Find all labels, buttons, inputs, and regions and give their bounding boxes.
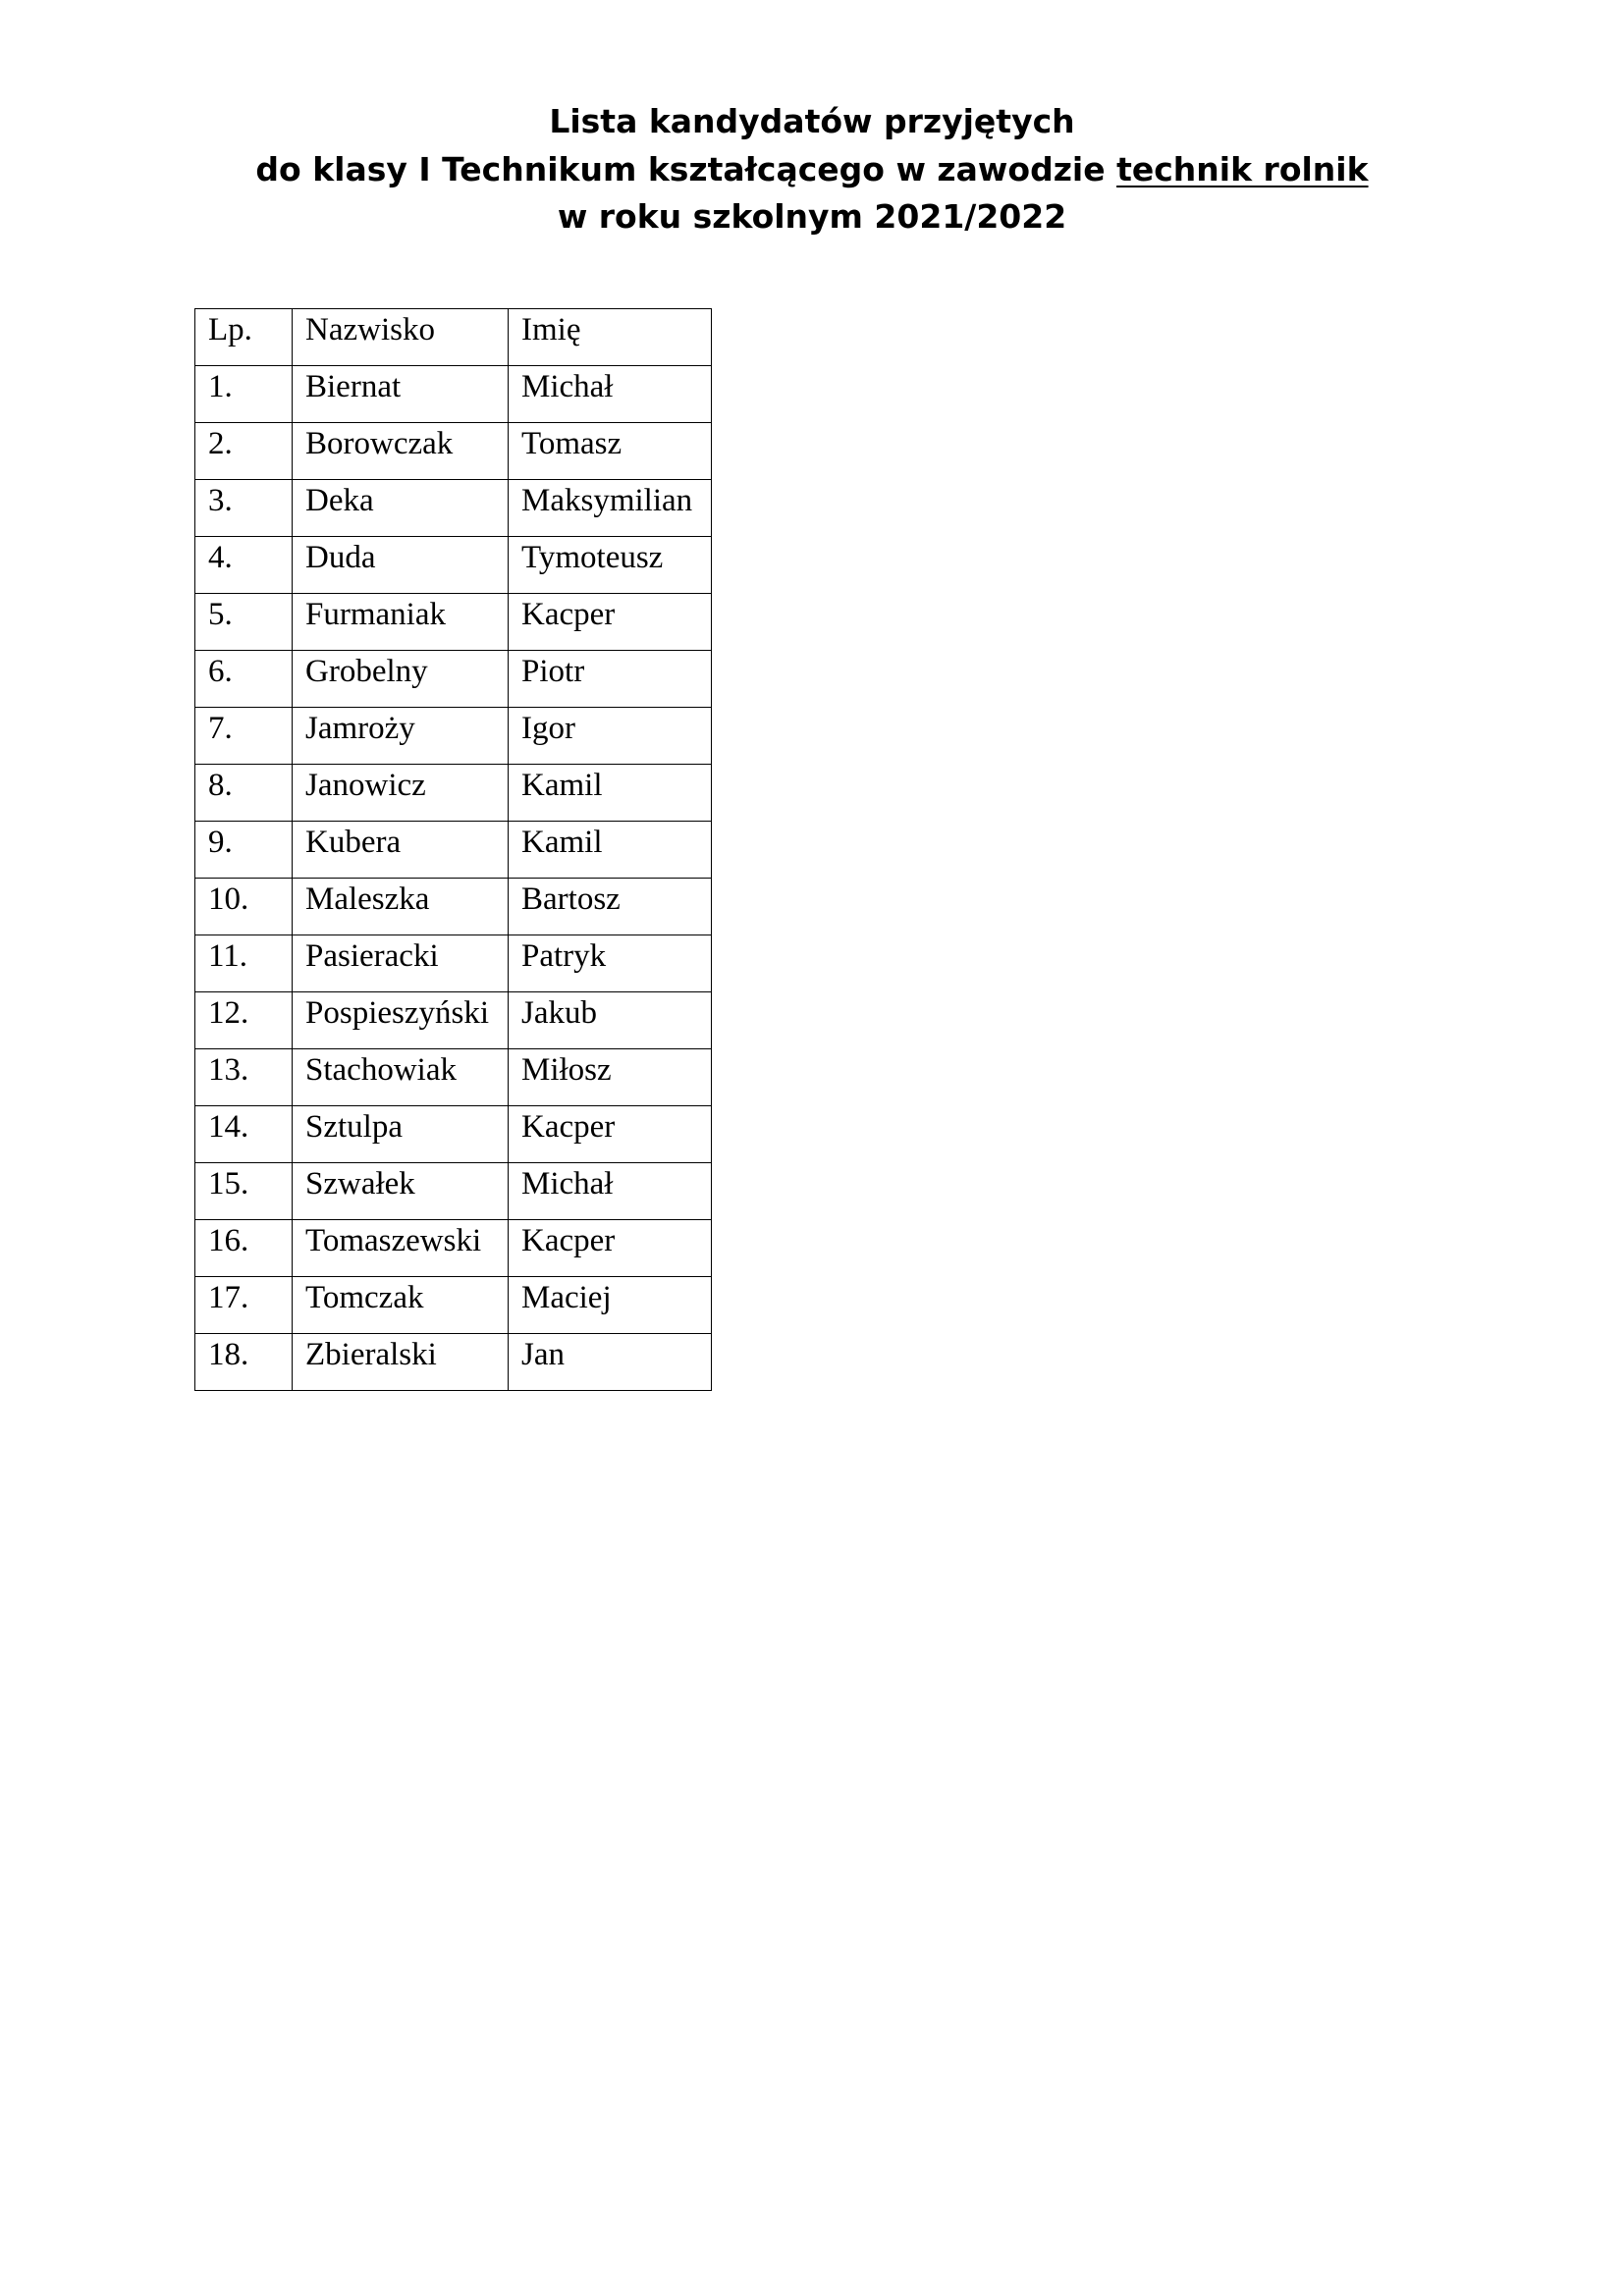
- table-row: [195, 423, 712, 480]
- surname-cell: Pospieszyński: [293, 992, 509, 1049]
- table-row: [195, 1277, 712, 1334]
- table-row: [195, 1049, 712, 1106]
- row-number-cell: 18.: [195, 1334, 293, 1391]
- surname-cell: Sztulpa: [293, 1106, 509, 1163]
- surname-cell: Tomaszewski: [293, 1220, 509, 1277]
- title-line-2: [0, 146, 1624, 194]
- row-number-cell: 1.: [195, 366, 293, 423]
- first-name-cell: Miłosz: [509, 1049, 712, 1106]
- title-line-1: Lista kandydatów przyjętych: [549, 102, 1075, 140]
- row-number-cell: 13.: [195, 1049, 293, 1106]
- row-number-cell: 17.: [195, 1277, 293, 1334]
- surname-cell: Pasieracki: [293, 935, 509, 992]
- document-title: [0, 98, 1624, 241]
- first-name-cell: Kamil: [509, 822, 712, 879]
- first-name-cell: Igor: [509, 708, 712, 765]
- row-number-cell: 12.: [195, 992, 293, 1049]
- column-header-surname: Nazwisko: [293, 309, 509, 366]
- first-name-cell: Piotr: [509, 651, 712, 708]
- row-number-cell: 14.: [195, 1106, 293, 1163]
- table-row: [195, 480, 712, 537]
- table-row: [195, 537, 712, 594]
- row-number-cell: 16.: [195, 1220, 293, 1277]
- candidates-table: [194, 308, 712, 1391]
- table-row: [195, 992, 712, 1049]
- first-name-cell: Maciej: [509, 1277, 712, 1334]
- first-name-cell: Bartosz: [509, 879, 712, 935]
- first-name-cell: Michał: [509, 1163, 712, 1220]
- surname-cell: Grobelny: [293, 651, 509, 708]
- table-row: [195, 1106, 712, 1163]
- row-number-cell: 5.: [195, 594, 293, 651]
- row-number-cell: 3.: [195, 480, 293, 537]
- table-header-row: [195, 309, 712, 366]
- table-row: [195, 1163, 712, 1220]
- first-name-cell: Jakub: [509, 992, 712, 1049]
- table-row: [195, 1334, 712, 1391]
- first-name-cell: Kacper: [509, 594, 712, 651]
- row-number-cell: 2.: [195, 423, 293, 480]
- table-row: [195, 708, 712, 765]
- surname-cell: Maleszka: [293, 879, 509, 935]
- table-row: [195, 594, 712, 651]
- column-header-first-name: Imię: [509, 309, 712, 366]
- row-number-cell: 6.: [195, 651, 293, 708]
- candidates-table-body: [195, 309, 712, 1391]
- row-number-cell: 10.: [195, 879, 293, 935]
- surname-cell: Borowczak: [293, 423, 509, 480]
- row-number-cell: 4.: [195, 537, 293, 594]
- first-name-cell: Maksymilian: [509, 480, 712, 537]
- first-name-cell: Patryk: [509, 935, 712, 992]
- title-line-2-prefix: do klasy I Technikum kształcącego w zawodzie: [255, 149, 1117, 188]
- surname-cell: Tomczak: [293, 1277, 509, 1334]
- profession-name: technik rolnik: [1116, 149, 1369, 188]
- surname-cell: Furmaniak: [293, 594, 509, 651]
- title-line-3: w roku szkolnym 2021/2022: [557, 197, 1067, 236]
- first-name-cell: Kacper: [509, 1106, 712, 1163]
- surname-cell: Biernat: [293, 366, 509, 423]
- surname-cell: Janowicz: [293, 765, 509, 822]
- surname-cell: Jamroży: [293, 708, 509, 765]
- table-row: [195, 879, 712, 935]
- surname-cell: Szwałek: [293, 1163, 509, 1220]
- surname-cell: Duda: [293, 537, 509, 594]
- surname-cell: Kubera: [293, 822, 509, 879]
- table-row: [195, 935, 712, 992]
- first-name-cell: Kamil: [509, 765, 712, 822]
- row-number-cell: 15.: [195, 1163, 293, 1220]
- surname-cell: Zbieralski: [293, 1334, 509, 1391]
- column-header-lp: Lp.: [195, 309, 293, 366]
- table-row: [195, 1220, 712, 1277]
- row-number-cell: 11.: [195, 935, 293, 992]
- first-name-cell: Kacper: [509, 1220, 712, 1277]
- surname-cell: Deka: [293, 480, 509, 537]
- first-name-cell: Michał: [509, 366, 712, 423]
- surname-cell: Stachowiak: [293, 1049, 509, 1106]
- row-number-cell: 8.: [195, 765, 293, 822]
- table-row: [195, 651, 712, 708]
- table-row: [195, 366, 712, 423]
- table-row: [195, 765, 712, 822]
- first-name-cell: Jan: [509, 1334, 712, 1391]
- first-name-cell: Tomasz: [509, 423, 712, 480]
- table-row: [195, 822, 712, 879]
- row-number-cell: 7.: [195, 708, 293, 765]
- row-number-cell: 9.: [195, 822, 293, 879]
- first-name-cell: Tymoteusz: [509, 537, 712, 594]
